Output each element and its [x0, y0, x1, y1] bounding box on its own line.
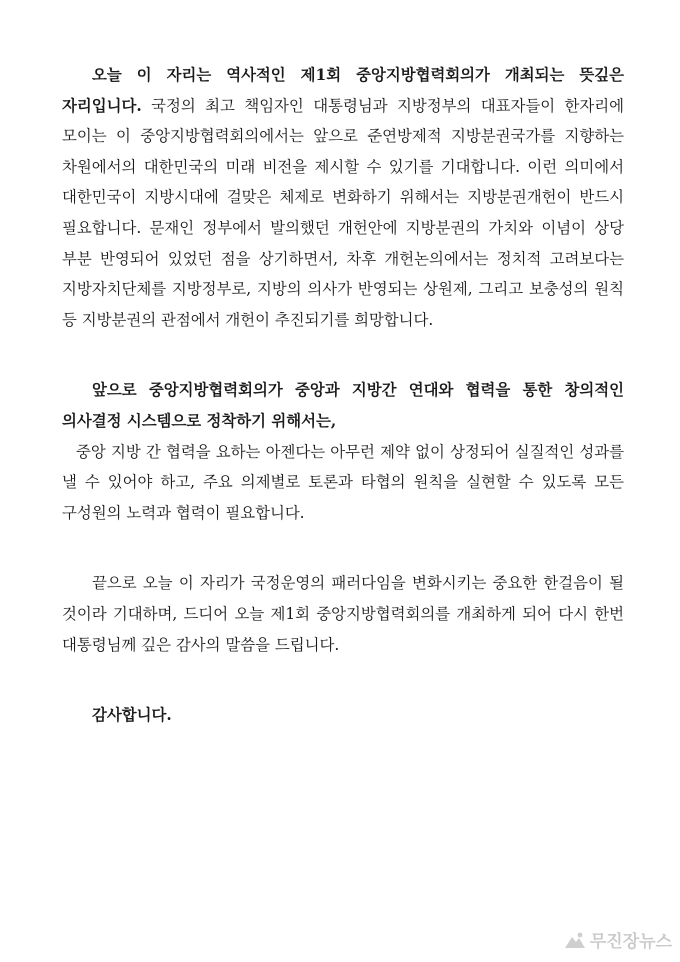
- document-body: [62, 60, 624, 731]
- opening-text: 국정의 최고 책임자인 대통령님과 지방정부의 대표자들이 한자리에 모이는 이 중앙지방협력회의에서는 앞으로 준연방제적 지방분권국가를 지향하는 차원에서의 대한민국의 미래 비전을 제시할 수 있기를 기대합니다. 이런 의미에서 대한민국이 지방시대에 걸맞은 체제로 변화하기 위해서는 지방분권개헌이 반드시 필요합니다. 문재인 정부에서 발의했던 개헌안에 지방분권의 가치와 이념이 상당 부분 반영되어 있었던 점을 상기하면서, 차후 개헌논의에서는 정치적 고려보다는 지방자치단체를 지방정부로, 지방의 의사가 반영되는 상원제, 그리고 보충성의 원칙 등 지방분권의 관점에서 개헌이 추진되기를 희망합니다.: [62, 96, 624, 329]
- paragraph-cooperation-heading: [62, 375, 624, 436]
- watermark-logo: [564, 927, 672, 952]
- watermark-text: 무진장뉴스: [589, 932, 672, 952]
- paragraph-opening: [62, 60, 624, 335]
- paragraph-thanks: [62, 700, 624, 731]
- paragraph-cooperation-body: 중앙 지방 간 협력을 요하는 아젠다는 아무런 제약 없이 상정되어 실질적인 성과를 낼 수 있어야 하고, 주요 의제별로 토론과 타협의 원칙을 실현할 수 있도록 모든 구성원의 노력과 협력이 필요합니다.: [62, 442, 624, 522]
- opening-bold-sentence: 오늘 이 자리는 역사적인 제1회 중앙지방협력회의가 개최되는 뜻깊은 자리입니다.: [62, 66, 624, 115]
- cooperation-bold-sentence: 앞으로 중앙지방협력회의가 중앙과 지방간 연대와 협력을 통한 창의적인 의사결정 시스템으로 정착하기 위해서는,: [62, 381, 624, 430]
- thanks-text: 감사합니다.: [92, 706, 172, 725]
- mountain-logo-icon: [564, 931, 586, 949]
- paragraph-closing: 끝으로 오늘 이 자리가 국정운영의 패러다임을 변화시키는 중요한 한걸음이 될 것이라 기대하며, 드디어 오늘 제1회 중앙지방협력회의를 개최하게 되어 다시 한번 대통령님께 깊은 감사의 말씀을 드립니다.: [62, 574, 624, 654]
